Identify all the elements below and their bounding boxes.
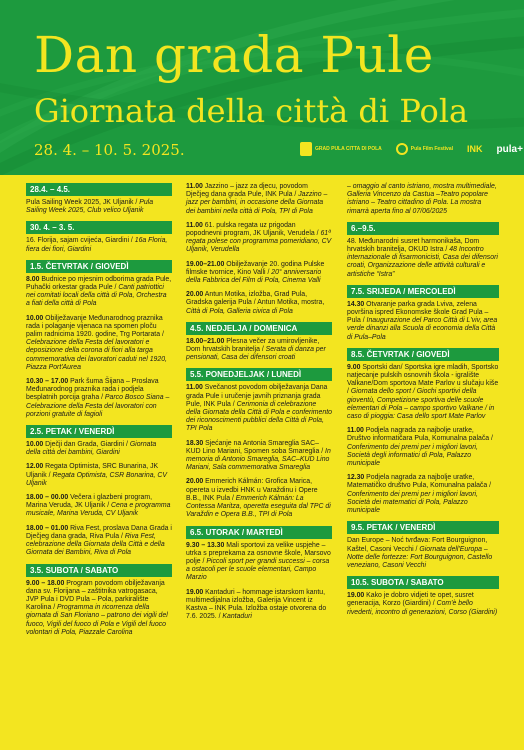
event-text-it: Emmerich Kálmán: La Contessa Maritza, operetta eseguita dal TPC di Varaždin e Opera B.B., TPI di Pola bbox=[186, 494, 331, 519]
event-time: 20.00 bbox=[186, 478, 204, 486]
event-text-it: Celebrazione della Festa del lavoratori e deposizione della corona di fiori alla targa commemorativa dei lavoratori caduti nel 1920, Piazza Port'Aurea bbox=[26, 339, 167, 371]
event-text-it: Serata di danza per pensionati, Casa dei difensori croati bbox=[186, 346, 326, 362]
film-festival-logo bbox=[396, 143, 453, 155]
event-time: 18.00–21.00 bbox=[186, 337, 225, 345]
event-time: 11.00 bbox=[347, 427, 364, 435]
event-entry bbox=[347, 592, 499, 617]
event-text-hr: Obilježavanje 20. godina Pulske filmske tvornice, Kino Valli / bbox=[186, 260, 325, 276]
event-text-hr: Svečanost povodom obilježavanja Dana grada Pule i uručenje javnih priznanja grada Pule, INK Pula / bbox=[186, 384, 328, 408]
event-entry bbox=[347, 364, 499, 421]
header-banner bbox=[0, 0, 524, 175]
event-entry bbox=[186, 589, 332, 622]
event-text-it: 20° anniversario della Fabbrica del Film di Pola, Cinema Valli bbox=[186, 268, 322, 285]
city-crest-icon bbox=[300, 142, 312, 156]
film-festival-text: Pula Film Festival bbox=[410, 146, 454, 152]
event-dates: 28. 4. – 10. 5. 2025. bbox=[34, 141, 185, 159]
event-text-it: 48 Incontro internazionale di fisarmonicisti, Casa dei difensori croati, Organizzazione delle attività culturali e artistiche “Istra” bbox=[347, 246, 498, 278]
event-time: 12.30 bbox=[347, 474, 365, 482]
event-text-hr: Kantaduri – hommage istarskom kantu, multimedijalna izložba, Galerija Vincent iz Kastva – INK Pula. Izložba ostaje otvorena do 7.6. 2025. / bbox=[186, 588, 327, 621]
event-text-it: In memoria di Antonio Smareglia, SAC–KUD Lino Mariani, Sala commemorativa Smareglia bbox=[186, 447, 331, 472]
event-text-hr: Podjela nagrada za najbolje uratke, Matematičko društvo Pula, Komunalna palača / bbox=[347, 474, 492, 490]
event-entry bbox=[26, 525, 172, 558]
event-time: 18.30 bbox=[186, 439, 204, 447]
pula-plus-logo bbox=[497, 144, 523, 155]
day-header: 7.5. SRIJEDA / MERCOLEDÌ bbox=[347, 285, 499, 298]
event-text-hr: 16. Florija, sajam cvijeća, Giardini / bbox=[26, 237, 135, 245]
film-festival-icon bbox=[396, 143, 408, 155]
event-entry bbox=[26, 441, 172, 457]
event-text-hr: Sportski dan/ Sportska igre mladih, Sportsko natjecanje pulskih osnovnih škola - igralište Valkane/Dom sportova Mate Parlov u slučaju kiše / bbox=[347, 363, 499, 396]
event-time: 9.00 – 18.00 bbox=[26, 579, 65, 587]
event-text-it: Città di Pola, Galleria civica di Pola bbox=[186, 307, 293, 315]
event-entry bbox=[26, 276, 172, 309]
event-time: 8.00 bbox=[26, 275, 40, 283]
event-entry bbox=[26, 580, 172, 637]
ink-logo bbox=[467, 146, 483, 152]
event-time: 19.00 bbox=[186, 588, 204, 596]
day-header: 3.5. SUBOTA / SABATO bbox=[26, 564, 172, 577]
event-text-it: Piccoli sport per grandi successi – corsa a ostacoli per le scuole elementari, Campo Marzio bbox=[186, 557, 330, 582]
event-entry bbox=[186, 183, 332, 216]
event-time: 12.00 bbox=[26, 463, 44, 471]
event-text-it: Giornata dell'Europa – Notte delle fortezze: Fort Bourguignon, Castello veneziano, Casoni Vecchi bbox=[347, 545, 493, 569]
event-text-it: Kantaduri bbox=[222, 613, 252, 621]
event-entry bbox=[26, 199, 172, 215]
event-time: 19.00 bbox=[347, 592, 365, 600]
day-header: 9.5. PETAK / VENERDÌ bbox=[347, 521, 499, 534]
event-text-hr: Mali sportovi za velike uspjehe – utrka s preprekama za osnovne škole, Marsovo polje / bbox=[186, 541, 331, 565]
event-text-hr: Jazzino – jazz za djecu, povodom Dječjeg dana grada Pule, INK Pula / bbox=[186, 183, 308, 199]
event-text-hr: Budnice po mjesnim odborima grada Pule, Puhački orkestar grada Pule / bbox=[26, 275, 172, 292]
event-time: 20.00 bbox=[186, 291, 204, 299]
event-text-it: Canti patriottici nei comitati locali della città di Pola, Orchestra a fiati della città di Pola bbox=[26, 284, 167, 308]
event-time: 11.00 bbox=[186, 384, 203, 392]
event-text-hr: Program povodom obilježavanja dana sv. Florijana – zaštitnika vatrogasaca, JVP Pula i DVD Pula – Pola, parkiralište Karolina / bbox=[26, 579, 165, 612]
logo-row bbox=[300, 142, 523, 156]
event-text-it: Programma in ricorrenza della giornata di San Floriano – patrono dei vigili del fuoco, Vigili del fuoco di Pola e Vigili del fuoco volontari di Pola, Piazzale Carolina bbox=[26, 604, 168, 636]
event-entry bbox=[347, 427, 499, 468]
event-text-it: Giornata dello sport / Giochi sportivi della gioventù, Competizione sportiva delle scuole elementari di Pola – campo sportivo Valkane / in caso di pioggia: Casa dello sport Mate Parlov bbox=[347, 388, 495, 421]
event-text-hr: Riva Fest, proslava Dana Grada i Dječjeg dana grada, Riva Pula / bbox=[26, 524, 172, 540]
event-time: 19.00–21.00 bbox=[186, 260, 225, 268]
day-header: 28.4. – 4.5. bbox=[26, 183, 172, 196]
event-text-hr: Park šuma Šijana – Proslava Međunarodnog praznika rada i podjela besplatnih porcija graha / bbox=[26, 378, 159, 402]
day-header: 4.5. NEDJELJA / DOMENICA bbox=[186, 322, 332, 335]
program-column-2 bbox=[186, 183, 332, 627]
event-time: 18.00 – 00.00 bbox=[26, 494, 69, 502]
event-text-hr: Plesna večer za umirovljenike, Dom hrvatskih branitelja / bbox=[186, 337, 320, 354]
day-header: 6.5. UTORAK / MARTEDÌ bbox=[186, 526, 332, 539]
page-title: Dan grada Pule bbox=[34, 26, 434, 84]
day-header: 2.5. PETAK / VENERDÌ bbox=[26, 425, 172, 438]
event-entry bbox=[186, 542, 332, 583]
event-entry bbox=[26, 315, 172, 372]
city-pula-logo bbox=[300, 142, 382, 156]
event-text-hr: 48. Međunarodni susret harmonikaša, Dom hrvatskih branitelja, OKUD Istra / bbox=[347, 237, 480, 254]
event-time: 10.00 bbox=[26, 441, 44, 449]
event-text-hr: Antun Motika, izložba, Grad Pula, Gradska galerija Pula / Antun Motika, mostra, bbox=[186, 291, 325, 307]
day-header: 30. 4. – 3. 5. bbox=[26, 221, 172, 234]
event-entry bbox=[26, 463, 172, 488]
event-text-hr: Emmerich Kálmán: Grofica Marica, opereta u izvedbi HNK u Varaždinu i Opere B.B., INK Pula / bbox=[186, 478, 318, 502]
program-column-1 bbox=[26, 183, 172, 643]
ink-logo-text: INK bbox=[467, 144, 483, 154]
event-text-it: 16a Floria, fiera dei fiori, Giardini bbox=[26, 237, 168, 253]
event-text-it: Inaugurazione del Parco Città di L'viv, area verde dinanzi alla Scuola di economia della Città di Pula–Pola bbox=[347, 317, 498, 341]
event-entry bbox=[186, 261, 332, 286]
event-entry bbox=[347, 474, 499, 515]
event-text-hr: Večera i glazbeni program, Marina Veruda, JK Uljanik / bbox=[26, 494, 153, 510]
event-text-hr: Pula Sailing Week 2025, JK Uljanik / bbox=[26, 199, 140, 206]
event-entry bbox=[186, 291, 332, 316]
event-text-hr: Dan Europe – Noć tvrđava: Fort Bourguignon, Kaštel, Casoni Vecchi / bbox=[347, 537, 488, 553]
event-text-it: Parco Bosco Siana – Celebrazione della Festa del lavoratori con porzioni gratuite di fagioli bbox=[26, 394, 170, 418]
event-text-hr: Dječji dan Grada, Giardini / bbox=[43, 441, 130, 449]
event-text-it: Regata Optimista, CSR Bonarina, CV Uljanik bbox=[26, 471, 167, 487]
event-time: 11.00 bbox=[186, 183, 203, 190]
event-entry bbox=[26, 378, 172, 419]
program-column-3 bbox=[347, 183, 499, 623]
day-header: 1.5. ČETVRTAK / GIOVEDÌ bbox=[26, 260, 172, 273]
event-text-hr: Obilježavanje Međunarodnog praznika rada i polaganje vijenaca na spomen ploču palim radnicima 1920. godine, Trg Portarata / bbox=[26, 314, 164, 339]
event-time: 18.00 – 01.00 bbox=[26, 524, 69, 532]
event-entry bbox=[186, 440, 332, 473]
day-header: 10.5. SUBOTA / SABATO bbox=[347, 576, 499, 589]
page-subtitle: Giornata della città di Pola bbox=[34, 92, 469, 130]
event-entry bbox=[186, 222, 332, 255]
event-text-hr: Otvaranje parka grada Lviva, zelena površina ispred Ekonomske škole Grad Pula – Pula / bbox=[347, 300, 489, 325]
event-time: 9.00 bbox=[347, 363, 361, 371]
event-text-it: – omaggio al canto istriano, mostra multimediale, Galleria Vincenzo da Castua –Teatro popolare istriano – Teatro cittadino di Pola. La mostra rimarrà aperta fino al 07/06/2025 bbox=[347, 183, 497, 215]
event-entry bbox=[347, 183, 499, 216]
event-text-it: Com'è bello rivederti, incontro di generazioni, Corso (Giardini) bbox=[347, 600, 498, 616]
event-time: 11.00 bbox=[186, 221, 203, 229]
event-entry bbox=[347, 238, 499, 279]
event-text-it: Jazzino – jazz per bambini, in occasione della Giornata dei bambini nella città di Pola, TPI di Pola bbox=[186, 191, 328, 215]
event-text-it: Conferimento dei premi per i migliori lavori, Società degli informatici di Pola, Palazzo municipale bbox=[347, 443, 478, 468]
event-entry bbox=[26, 237, 172, 253]
event-text-it: Pula Sailing Week 2025, Club velico Uljanik bbox=[26, 199, 154, 215]
event-text-it: Riva Fest, celebrazione della Giornata della Città e della Giornata dei Bambini, Riva di Pola bbox=[26, 532, 165, 557]
city-logo-text: GRAD PULA CITTA DI POLA bbox=[315, 146, 382, 152]
event-time: 10.00 bbox=[26, 314, 44, 322]
day-header: 6.–9.5. bbox=[347, 222, 499, 235]
event-text-hr: Sjećanje na Antonia Smareglia SAC–KUD Lino Mariani, Spomen soba Smareglia / bbox=[186, 439, 326, 455]
event-text-hr: Kako je dobro vidjeti te opet, susret generacija, Korzo (Giardini) / bbox=[347, 592, 474, 608]
event-text-it: Cerimonia di celebrazione della Giornata della Città di Pola e conferimento dei riconoscimenti pubblici della Città di Pola, TPI Pola bbox=[186, 400, 332, 433]
day-header: 8.5. ČETVRTAK / GIOVEDÌ bbox=[347, 348, 499, 361]
event-entry bbox=[186, 338, 332, 363]
day-header: 5.5. PONEDJELJAK / LUNEDÌ bbox=[186, 368, 332, 381]
event-entry bbox=[347, 537, 499, 570]
event-entry bbox=[186, 384, 332, 433]
event-text-it: Conferimento dei premi per i migliori lavori, Società dei matematici di Pola, Palazzo municipale bbox=[347, 490, 478, 515]
event-text-it: Giornata della città dei bambini, Giardini bbox=[26, 441, 157, 457]
event-time: 14.30 bbox=[347, 300, 365, 308]
event-time: 10.30 – 17.00 bbox=[26, 378, 69, 386]
event-text-hr: Podjela nagrada za najbolje uratke, Društvo informatičara Pula, Komunalna palača / bbox=[347, 427, 493, 443]
event-text-hr: Regata Optimista, SRC Bunarina, JK Uljanik / bbox=[26, 463, 159, 479]
event-entry bbox=[26, 494, 172, 519]
event-text-it: Cena e programma musicale, Marina Veruda, CV Uljanik bbox=[26, 502, 171, 518]
event-text-it: 61ª regata polese con programma pomeridiano, CV Uljanik, Verudella bbox=[186, 230, 332, 254]
event-text-hr: 61. pulska regata uz prigodan popodnevni program, JK Uljanik, Verudela / bbox=[186, 221, 321, 238]
event-entry bbox=[186, 478, 332, 519]
pula-plus-text: pula+ bbox=[496, 143, 523, 155]
event-entry bbox=[347, 301, 499, 342]
event-time: 9.30 – 13.30 bbox=[186, 541, 225, 549]
